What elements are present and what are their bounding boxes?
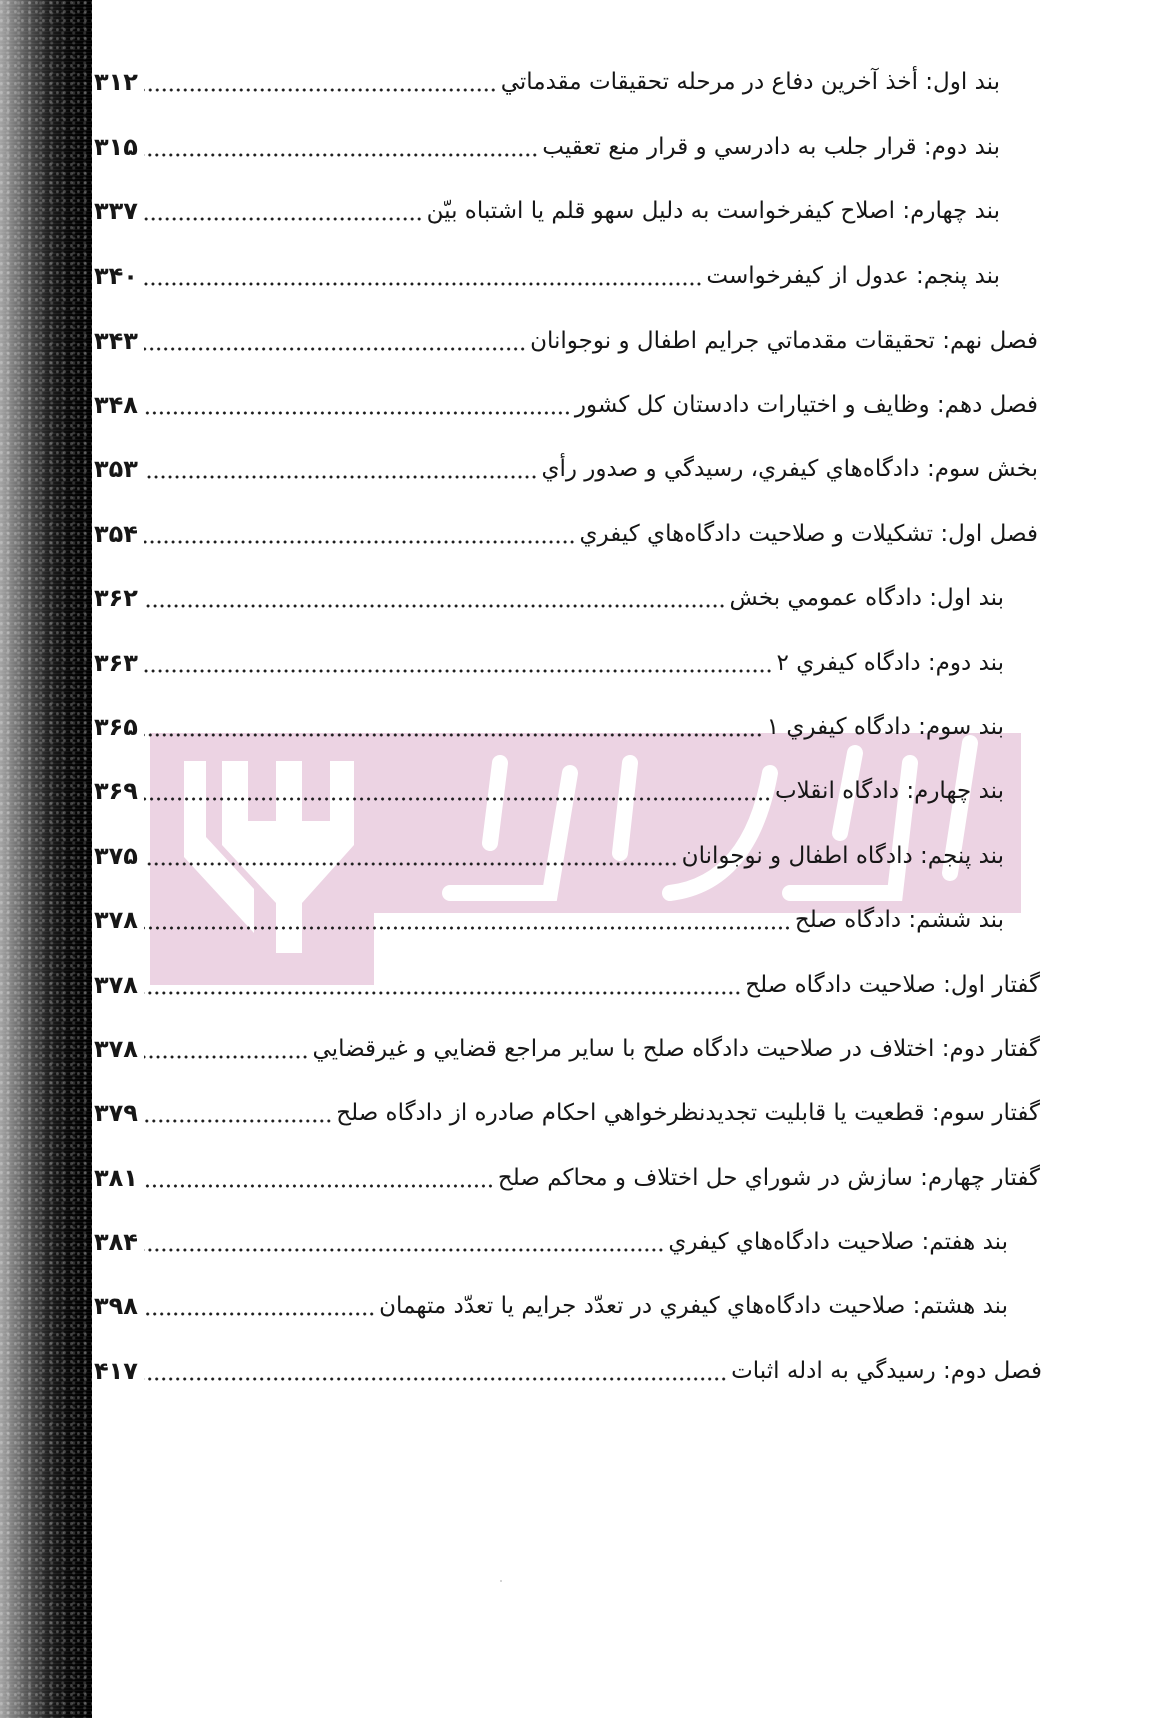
toc-entry — [94, 900, 1004, 940]
toc-dot-leader — [144, 411, 571, 415]
toc-page-number: ۳۵۳ — [94, 455, 138, 483]
toc-entry — [94, 514, 1038, 554]
toc-entry — [94, 578, 1004, 618]
toc-dot-leader — [144, 217, 423, 221]
toc-page-number: ۳۵۴ — [94, 520, 138, 548]
book-spine-shadow — [0, 0, 92, 1718]
toc-entry-title: گفتار دوم: اختلاف در صلاحيت دادگاه صلح با ساير مراجع قضايي و غيرقضايي — [312, 1036, 1040, 1062]
toc-entry — [94, 965, 1040, 1005]
paper-speck — [500, 1580, 502, 1582]
toc-page-number: ۳۶۵ — [94, 713, 138, 741]
toc-dot-leader — [144, 1377, 727, 1381]
toc-entry-title: بند چهارم: دادگاه انقلاب — [775, 778, 1004, 804]
toc-entry-title: بند ششم: دادگاه صلح — [794, 907, 1004, 933]
toc-entry-title: بند سوم: دادگاه كيفري ۱ — [766, 714, 1004, 740]
toc-entry — [94, 771, 1004, 811]
toc-page-number: ۳۳۷ — [94, 197, 138, 225]
toc-dot-leader — [144, 797, 771, 801]
toc-dot-leader — [144, 669, 773, 673]
toc-entry — [94, 256, 1000, 296]
toc-entry-title: بند اول: أخذ آخرين دفاع در مرحله تحقيقات مقدماتي — [500, 69, 1000, 95]
toc-entry — [94, 1158, 1040, 1198]
toc-dot-leader — [144, 733, 763, 737]
toc-entry-title: فصل دهم: وظايف و اختيارات دادستان كل كشور — [574, 392, 1038, 418]
toc-dot-leader — [144, 991, 741, 995]
toc-dot-leader — [144, 862, 678, 866]
toc-entry-title: بند هفتم: صلاحيت دادگاه‌هاي كيفري — [668, 1229, 1008, 1255]
toc-dot-leader — [144, 1055, 309, 1059]
toc-entry-title: بند هشتم: صلاحيت دادگاه‌هاي كيفري در تعدّد جرايم يا تعدّد متهمان — [379, 1293, 1008, 1319]
toc-entry-title: بند اول: دادگاه عمومي بخش — [729, 585, 1004, 611]
toc-entry-title: بخش سوم: دادگاه‌هاي كيفري، رسيدگي و صدور رأي — [541, 456, 1038, 482]
toc-entry — [94, 707, 1004, 747]
toc-entry-title: بند چهارم: اصلاح كيفرخواست به دليل سهو قلم يا اشتباه بيّن — [426, 198, 1000, 224]
toc-entry — [94, 321, 1038, 361]
toc-entry-title: فصل دوم: رسيدگي به ادله اثبات — [731, 1358, 1042, 1384]
toc-entry — [94, 836, 1004, 876]
toc-dot-leader — [144, 1184, 494, 1188]
toc-dot-leader — [144, 540, 576, 544]
toc-page-number: ۳۴۰ — [94, 262, 138, 290]
toc-page-number: ۳۱۵ — [94, 133, 138, 161]
toc-entry — [94, 62, 1000, 102]
toc-dot-leader — [144, 88, 497, 92]
toc-entry-title: گفتار چهارم: سازش در شوراي حل اختلاف و محاكم صلح — [497, 1165, 1040, 1191]
toc-entry-title: بند دوم: قرار جلب به دادرسي و قرار منع تعقيب — [542, 134, 1000, 160]
toc-entry — [94, 191, 1000, 231]
toc-entry — [94, 643, 1004, 683]
toc-page-number: ۳۱۲ — [94, 68, 138, 96]
toc-entry-title: بند دوم: دادگاه كيفري ۲ — [776, 650, 1004, 676]
toc-entry-title: فصل اول: تشكيلات و صلاحيت دادگاه‌هاي كيفري — [579, 521, 1038, 547]
toc-page-number: ۳۴۳ — [94, 327, 138, 355]
toc-dot-leader — [144, 1119, 332, 1123]
toc-entry-title: بند پنجم: عدول از كيفرخواست — [706, 263, 1000, 289]
toc-entry — [94, 127, 1000, 167]
toc-page-number: ۳۷۸ — [94, 971, 138, 999]
toc-entry — [94, 1029, 1040, 1069]
toc-page-number: ۳۷۸ — [94, 1035, 138, 1063]
toc-entry — [94, 1222, 1008, 1262]
toc-entry — [94, 1093, 1040, 1133]
toc-page-number: ۳۶۲ — [94, 584, 138, 612]
toc-entry-title: گفتار سوم: قطعيت يا قابليت تجديدنظرخواهي احكام صادره از دادگاه صلح — [336, 1100, 1040, 1126]
toc-dot-leader — [144, 1248, 664, 1252]
toc-dot-leader — [144, 926, 791, 930]
toc-dot-leader — [144, 1312, 375, 1316]
toc-page-number: ۳۸۴ — [94, 1228, 138, 1256]
toc-page-number: ۳۷۵ — [94, 842, 138, 870]
toc-page-number: ۳۴۸ — [94, 391, 138, 419]
toc-dot-leader — [144, 347, 526, 351]
toc-page-number: ۴۱۷ — [94, 1357, 138, 1385]
toc-page-number: ۳۷۹ — [94, 1099, 138, 1127]
toc-page-number: ۳۶۳ — [94, 649, 138, 677]
toc-page-number: ۳۶۹ — [94, 777, 138, 805]
toc-entry — [94, 1351, 1042, 1391]
toc-dot-leader — [144, 475, 538, 479]
toc-entry — [94, 1286, 1008, 1326]
toc-dot-leader — [144, 153, 538, 157]
toc-dot-leader — [144, 282, 702, 286]
toc-entry-title: گفتار اول: صلاحيت دادگاه صلح — [745, 972, 1040, 998]
toc-entry — [94, 385, 1038, 425]
toc-page-number: ۳۷۸ — [94, 906, 138, 934]
toc-page-number: ۳۸۱ — [94, 1164, 138, 1192]
toc-entry — [94, 449, 1038, 489]
toc-entry-title: بند پنجم: دادگاه اطفال و نوجوانان — [681, 843, 1004, 869]
toc-entry-title: فصل نهم: تحقيقات مقدماتي جرايم اطفال و نوجوانان — [530, 328, 1038, 354]
toc-page-number: ۳۹۸ — [94, 1292, 138, 1320]
toc-dot-leader — [144, 604, 726, 608]
